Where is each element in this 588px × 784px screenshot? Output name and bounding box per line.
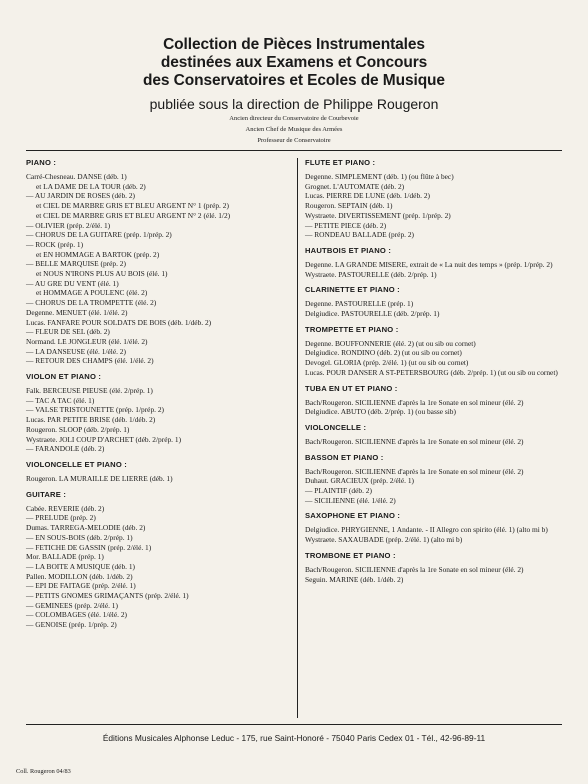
catalogue-entry: Lucas. FANFARE POUR SOLDATS DE BOIS (déb. 1/déb. 2) <box>26 317 212 327</box>
catalogue-section <box>305 423 575 447</box>
category-heading: FLUTE ET PIANO : <box>305 158 376 167</box>
category-heading: VIOLONCELLE : <box>305 422 367 432</box>
category-heading: BASSON ET PIANO : <box>305 452 384 462</box>
catalogue-entry: Degenne. LA GRANDE MISERE, extrait de « La nuit des temps » (prép. 1/prép. 2) <box>305 259 553 269</box>
bottom-divider <box>26 724 562 725</box>
catalogue-entry: Wystraete. SAXAUBADE (prép. 2/élé. 1) (alto mi b) <box>305 535 463 545</box>
collection-subtitle: publiée sous la direction de Philippe Rougeron <box>149 96 439 112</box>
catalogue-entry: Wystraete. DIVERTISSEMENT (prép. 1/prép. 2) <box>305 210 451 220</box>
catalogue-entry: Falk. BERCEUSE PIEUSE (élé. 2/prép. 1) <box>26 386 153 396</box>
catalogue-entry: et EN HOMMAGE A BARTOK (prép. 2) <box>36 249 160 259</box>
catalogue-section <box>305 325 575 378</box>
category-heading: TROMPETTE ET PIANO : <box>305 324 399 334</box>
category-heading: TUBA EN UT ET PIANO : <box>305 383 398 393</box>
collection-title-line-1: Collection de Pièces Instrumentales <box>163 36 425 53</box>
catalogue-entry: Degenne. MENUET (élé. 1/élé. 2) <box>26 307 128 317</box>
credit-line-2: Ancien Chef de Musique des Armées <box>245 126 343 133</box>
catalogue-entry: — EN SOUS-BOIS (déb. 2/prép. 1) <box>26 532 133 542</box>
catalogue-entry: — LA BOITE A MUSIQUE (déb. 1) <box>26 561 136 571</box>
catalogue-entry: Delgiudice. PHRYGIENNE, 1 Andante. - II Allegro con spirito (élé. 1) (alto mi b) <box>305 525 548 535</box>
catalogue-entry: — GEMINEES (prép. 2/élé. 1) <box>26 600 118 610</box>
category-heading: HAUTBOIS ET PIANO : <box>305 245 392 255</box>
left-column <box>26 158 296 636</box>
catalogue-entry: Bach/Rougeron. SICILIENNE d'après la 1re Sonate en sol mineur (élé. 2) <box>305 564 524 574</box>
catalogue-section <box>26 460 296 484</box>
catalogue-entry: — PRELUDE (prép. 2) <box>26 513 96 523</box>
catalogue-entry: Degenne. PASTOURELLE (prép. 1) <box>305 299 414 309</box>
catalogue-entry: — BELLE MARQUISE (prép. 2) <box>26 259 126 269</box>
catalogue-entry: Mor. BALLADE (prép. 1) <box>26 552 104 562</box>
catalogue-entry: — OLIVIER (prép. 2/élé. 1) <box>26 220 111 230</box>
catalogue-entry: Degenne. BOUFFONNERIE (élé. 2) (ut ou sib ou cornet) <box>305 338 476 348</box>
collection-title-line-2: destinées aux Examens et Concours <box>160 54 428 71</box>
catalogue-entry: Rougeron. SEPTAIN (déb. 1) <box>305 201 393 211</box>
credit-line-1: Ancien directeur du Conservatoire de Courbevoie <box>229 115 359 122</box>
catalogue-entry: — RONDEAU BALLADE (prép. 2) <box>305 230 414 240</box>
top-divider <box>26 150 562 151</box>
publisher-footer: Éditions Musicales Alphonse Leduc - 175, rue Saint-Honoré - 75040 Paris Cedex 01 - Tél., 42-96-89-11 <box>102 733 486 743</box>
catalogue-section <box>305 158 575 240</box>
catalogue-section <box>26 158 296 366</box>
catalogue-entry: Grognet. L'AUTOMATE (déb. 2) <box>305 181 405 191</box>
catalogue-entry: Rougeron. LA MURAILLE DE LIERRE (déb. 1) <box>26 473 173 483</box>
catalogue-entry: — LA DANSEUSE (élé. 1/élé. 2) <box>26 346 126 356</box>
catalogue-entry: — PETITE PIECE (déb. 2) <box>305 220 387 230</box>
catalogue-entry: — EPI DE FAITAGE (prép. 2/élé. 1) <box>26 581 136 591</box>
catalogue-entry: — AU JARDIN DE ROSES (déb. 2) <box>26 191 136 201</box>
category-heading: TROMBONE ET PIANO : <box>305 550 396 560</box>
catalogue-entry: Pallen. MODILLON (déb. 1/déb. 2) <box>26 571 133 581</box>
catalogue-entry: — RETOUR DES CHAMPS (élé. 1/élé. 2) <box>26 356 154 366</box>
page-header <box>0 0 588 145</box>
catalogue-entry: — ROCK (prép. 1) <box>26 239 84 249</box>
catalogue-entry: — SICILIENNE (élé. 1/élé. 2) <box>305 495 396 505</box>
catalogue-entry: et HOMMAGE A POULENC (élé. 2) <box>36 288 148 298</box>
catalogue-entry: Delgiudice. RONDINO (déb. 2) (ut ou sib ou cornet) <box>305 348 462 358</box>
category-heading: CLARINETTE ET PIANO : <box>305 285 400 295</box>
column-divider <box>297 158 298 718</box>
category-heading: GUITARE : <box>26 489 67 499</box>
catalogue-entry: — VALSE TRISTOUNETTE (prép. 1/prép. 2) <box>26 405 165 415</box>
catalogue-entry: Dumas. TARREGA-MELODIE (déb. 2) <box>26 523 146 533</box>
catalogue-section <box>305 511 575 544</box>
catalogue-entry: Carré-Chesneau. DANSE (déb. 1) <box>26 172 127 181</box>
catalogue-entry: — AU GRE DU VENT (élé. 1) <box>26 278 119 288</box>
catalogue-entry: Rougeron. SLOOP (déb. 2/prép. 1) <box>26 424 130 434</box>
catalogue-entry: Lucas. POUR DANSER A ST-PETERSBOURG (déb. 2/prép. 1) (ut ou sib ou cornet) <box>305 367 558 377</box>
catalogue-section <box>305 551 575 584</box>
catalogue-entry: et NOUS N'IRONS PLUS AU BOIS (élé. 1) <box>36 269 168 279</box>
catalogue-entry: — FLEUR DE SEL (déb. 2) <box>26 327 110 337</box>
catalogue-section <box>26 372 296 454</box>
category-heading: SAXOPHONE ET PIANO : <box>305 511 401 521</box>
catalogue-entry: Normand. LE JONGLEUR (élé. 1/élé. 2) <box>26 336 148 346</box>
catalogue-entry: Bach/Rougeron. SICILIENNE d'après la 1re Sonate en sol mineur (élé. 2) <box>305 397 524 407</box>
catalogue-entry: Cabée. REVERIE (déb. 2) <box>26 503 105 513</box>
catalogue-section <box>305 453 575 506</box>
catalogue-entry: Wystraete. PASTOURELLE (déb. 2/prép. 1) <box>305 269 437 279</box>
catalogue-section <box>305 285 575 318</box>
catalogue-entry: — GENOISE (prép. 1/prép. 2) <box>26 620 117 630</box>
catalogue-entry: Devogel. GLORIA (prép. 2/élé. 1) (ut ou sib ou cornet) <box>305 358 469 368</box>
catalogue-entry: et CIEL DE MARBRE GRIS ET BLEU ARGENT N° 2 (élé. 1/2) <box>36 210 231 220</box>
catalogue-section <box>305 384 575 417</box>
catalogue-entry: — TAC A TAC (élé. 1) <box>26 395 95 405</box>
catalogue-entry: — PETITS GNOMES GRIMAÇANTS (prép. 2/élé. 1) <box>26 591 189 601</box>
category-heading: PIANO : <box>26 158 57 167</box>
catalogue-entry: et LA DAME DE LA TOUR (déb. 2) <box>36 181 146 191</box>
catalogue-entry: Delgiudice. PASTOURELLE (déb. 2/prép. 1) <box>305 309 440 319</box>
category-heading: VIOLONCELLE ET PIANO : <box>26 459 128 469</box>
catalogue-entry: — FARANDOLE (déb. 2) <box>26 444 105 454</box>
catalogue-entry: — PLAINTIF (déb. 2) <box>305 486 372 496</box>
collection-code: Coll. Rougeron 04/83 <box>16 768 71 775</box>
catalogue-section <box>305 246 575 279</box>
catalogue-entry: Duhaut. GRACIEUX (prép. 2/élé. 1) <box>305 476 414 486</box>
catalogue-entry: et CIEL DE MARBRE GRIS ET BLEU ARGENT N° 1 (prép. 2) <box>36 201 229 211</box>
collection-title-line-3: des Conservatoires et Ecoles de Musique <box>143 72 445 89</box>
catalogue-entry: — COLOMBAGES (élé. 1/élé. 2) <box>26 610 127 620</box>
credit-line-3: Professeur de Conservatoire <box>257 137 331 144</box>
catalogue-entry: Wystraete. JOLI COUP D'ARCHET (déb. 2/prép. 1) <box>26 434 182 444</box>
catalogue-entry: Bach/Rougeron. SICILIENNE d'après la 1re Sonate en sol mineur (élé. 2) <box>305 466 524 476</box>
catalogue-entry: Degenne. SIMPLEMENT (déb. 1) (ou flûte à bec) <box>305 172 454 181</box>
catalogue-section <box>26 490 296 630</box>
right-column <box>305 158 575 590</box>
category-heading: VIOLON ET PIANO : <box>26 372 102 382</box>
catalogue-entry: Lucas. PAR PETITE BRISE (déb. 1/déb. 2) <box>26 415 156 425</box>
catalogue-entry: Lucas. PIERRE DE LUNE (déb. 1/déb. 2) <box>305 191 430 201</box>
catalogue-entry: — FETICHE DE GASSIN (prép. 2/élé. 1) <box>26 542 152 552</box>
catalogue-entry: Delgiudice. ABUTO (déb. 2/prép. 1) (ou basse sib) <box>305 407 456 417</box>
catalogue-entry: — CHORUS DE LA TROMPETTE (élé. 2) <box>26 298 157 308</box>
catalogue-entry: Seguin. MARINE (déb. 1/déb. 2) <box>305 574 404 584</box>
catalogue-entry: — CHORUS DE LA GUITARE (prép. 1/prép. 2) <box>26 230 172 240</box>
catalogue-entry: Bach/Rougeron. SICILIENNE d'après la 1re Sonate en sol mineur (élé. 2) <box>305 436 524 446</box>
